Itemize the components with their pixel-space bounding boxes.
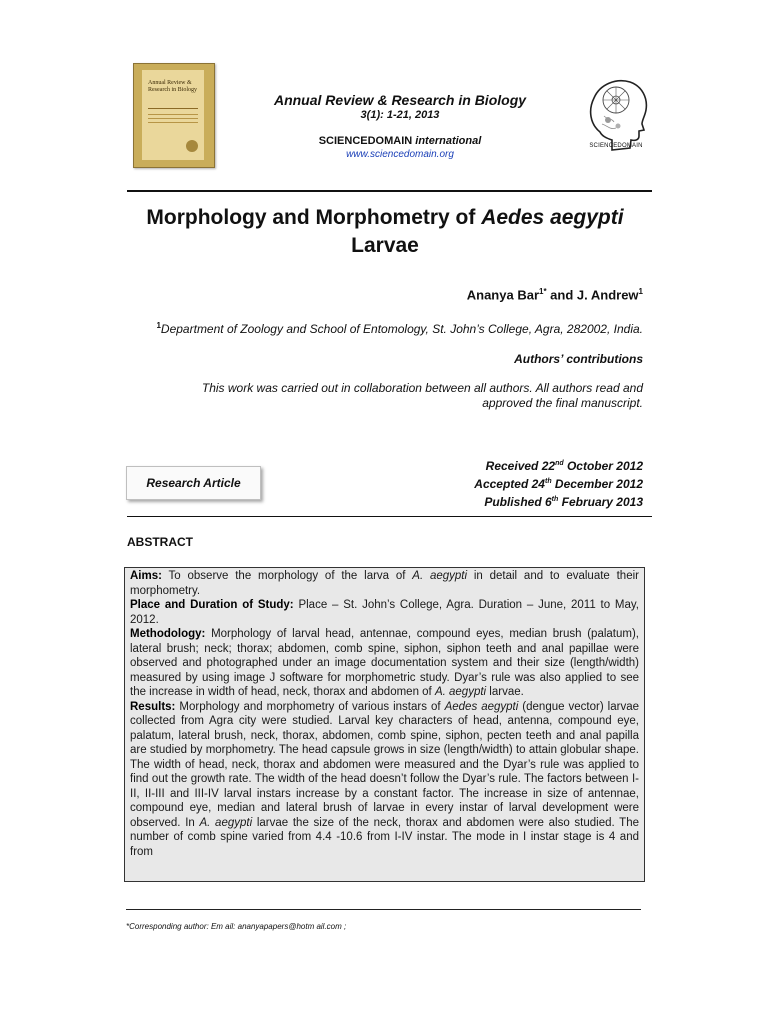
abstract-place: [130, 598, 639, 627]
article-type-badge: Research Article: [126, 466, 261, 500]
accepted-month-year: December 2012: [551, 477, 643, 491]
results-text: (dengue vector) larvae collected from Agra city were studied. Larval key characters of head, antenna, compound eye, palatum, lateral brush, neck, thorax, abdomen, comb spine, siphon, pecten teeth and anal papilla are studied by morphometry. The head capsule grows in size (length/width) to attain globular shape. The width of head, neck, thorax and abdomen were measured and the Dyar’s rule was applied to find out the growth rate. The width of the head doesn’t follow the Dyar’s rule. The factors between I-II, II-III and III-IV larval instars increase by a constant factor. The increase in size of antennae, compound eye, median and lateral brush of larvae in every instar of larval development were observed. In: [130, 700, 639, 829]
abstract-heading: ABSTRACT: [127, 535, 193, 549]
place-text: Place – St. John’s College, Agra. Duration – June, 2011 to May, 2012.: [130, 599, 639, 626]
published-date: [400, 492, 643, 510]
published-month-year: February 2013: [558, 495, 643, 509]
author-name: and J. Andrew: [546, 287, 639, 303]
affiliation-mark: 1: [156, 321, 161, 330]
footnote-divider: [126, 909, 641, 910]
published-label: Published 6: [484, 495, 552, 509]
publisher-prefix: SCIENCEDOMAIN: [318, 135, 413, 147]
methodology-label: Methodology:: [130, 628, 206, 640]
abstract-box: [124, 567, 645, 882]
published-ordinal: th: [551, 496, 559, 503]
paper-title-species: Aedes aegypti: [481, 206, 624, 229]
contributions-heading: Authors’ contributions: [514, 352, 643, 366]
paper-title-prefix: Morphology and Morphometry of: [146, 206, 482, 229]
cover-title: Annual Review & Research in Biology: [148, 80, 197, 93]
received-date: [400, 456, 643, 474]
aims-text: To observe the morphology of the larva of: [161, 570, 413, 582]
affiliation-text: Department of Zoology and School of Entomology, St. John’s College, Agra, 282002, India.: [160, 322, 643, 336]
results-label: Results:: [130, 700, 176, 713]
journal-header: [240, 92, 560, 160]
affiliation: [127, 321, 643, 336]
cover-rule: [148, 108, 198, 109]
sciencedomain-logo-icon: [582, 74, 652, 154]
results-text: larvae the size of the neck, thorax and abdomen were also studied. The number of comb spine varied from 4.4 -10.6 from I-IV instar. The mode in I instar stage is 4 and from: [130, 816, 639, 858]
paper-title: [127, 204, 643, 260]
journal-website-link[interactable]: www.sciencedomain.org: [346, 149, 454, 160]
abstract-results: [130, 700, 639, 860]
cover-text-lines: [148, 114, 198, 124]
results-species: A. aegypti: [199, 816, 253, 829]
accepted-label: Accepted 24: [474, 477, 545, 491]
abstract-body: [130, 569, 639, 878]
paper-title-line2: Larvae: [351, 234, 419, 257]
aims-label: Aims:: [130, 570, 162, 582]
abstract-aims: [130, 569, 639, 598]
aims-text: in detail and to evaluate their morphometry.: [130, 570, 639, 597]
accepted-date: [400, 474, 643, 492]
results-species: Aedes aegypti: [444, 700, 519, 713]
paper-title-line1: [127, 204, 643, 232]
contributions-text: This work was carried out in collaboration between all authors. All authors read and approved the final manuscript.: [201, 381, 643, 410]
methodology-species: A. aegypti: [434, 686, 487, 698]
author-affiliation-mark: 1: [638, 287, 643, 296]
methodology-text: Morphology of larval head, antennae, compound eyes, median brush (palatum), lateral brush; neck; thorax; abdomen, comb spine, siphon, siphon teeth and anal papillae were observed and photographed under an image documentation system and their size (length/width) measured by using image J software for morphometric study. Dyar’s rule was also applied to see the increase in width of head, neck, thorax and abdomen of: [130, 628, 639, 698]
abstract-methodology: [130, 627, 639, 700]
publisher-name: [240, 135, 560, 147]
journal-title: Annual Review & Research in Biology: [273, 92, 527, 108]
methodology-text: larvae.: [486, 686, 524, 698]
accepted-ordinal: th: [544, 478, 552, 485]
journal-volume: 3(1): 1-21, 2013: [360, 109, 440, 121]
author-list: [127, 287, 643, 302]
cover-logo-icon: [186, 140, 198, 152]
publication-dates: [400, 456, 643, 510]
header-divider: [127, 190, 652, 192]
received-label: Received 22: [485, 459, 556, 473]
received-month-year: October 2012: [563, 459, 643, 473]
received-ordinal: nd: [555, 460, 564, 467]
sciencedomain-logo-label: SCIENCEDOMAIN: [589, 143, 643, 149]
corresponding-author-footnote: *Corresponding author: Em ail: ananyapapers@hotm ail.com ;: [126, 922, 347, 931]
journal-cover-image: [133, 63, 215, 168]
aims-species: A. aegypti: [412, 570, 468, 582]
place-label: Place and Duration of Study:: [130, 599, 294, 611]
author-name: Ananya Bar: [466, 287, 539, 303]
author-affiliation-mark: 1*: [539, 287, 547, 296]
abstract-divider: [127, 516, 652, 517]
results-text: Morphology and morphometry of various instars of: [175, 700, 445, 713]
publisher-suffix: international: [415, 135, 482, 147]
